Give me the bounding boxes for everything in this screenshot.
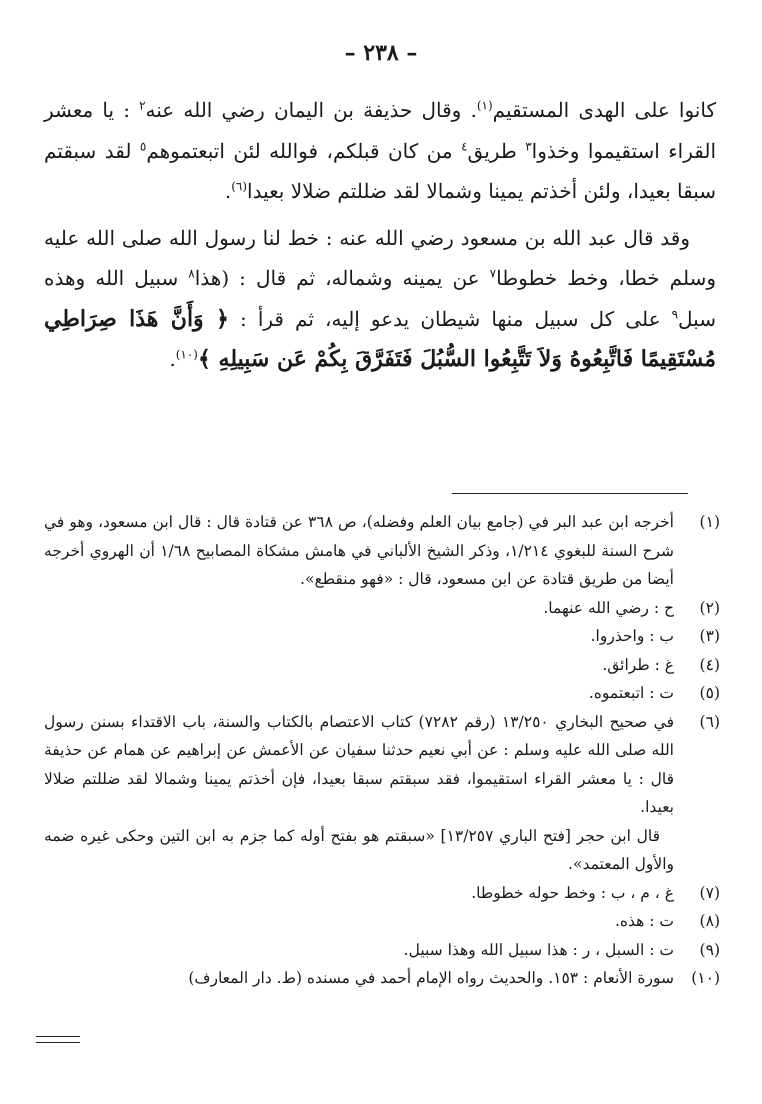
footnote-number: (٢) (699, 598, 720, 617)
footnote-text: غ : طرائق. (602, 655, 674, 674)
footnote-number: (٥) (699, 684, 720, 702)
footnote-ref-5: ٥ (139, 138, 147, 153)
quran-verse: ﴿ وَأَنَّ هَذَا صِرَاطِي مُسْتَقِيمًا فَاتَّبِعُوهُ وَلاَ تَتَّبِعُوا السُّبُلَ فَتَفَرَّقَ بِكُمْ عَن سَبِيلِهِ ﴾ (44, 305, 716, 372)
page-number: – ٢٣٨ – (344, 40, 418, 66)
footnote-number: (١) (699, 513, 720, 531)
footnote-ref-8: ٨ (188, 266, 195, 281)
footnote-1 (44, 508, 720, 594)
footnote-number: (٤) (699, 655, 720, 674)
footnote-8 (44, 907, 720, 936)
footnote-number: (٦) (699, 712, 720, 731)
footnote-5 (44, 679, 720, 708)
footnote-ref-2: ٢ (139, 98, 146, 113)
footnote-text (44, 708, 674, 879)
continuation-mark (36, 1036, 80, 1043)
footnote-2 (44, 594, 720, 623)
text: . (224, 179, 232, 203)
footnotes (44, 508, 720, 993)
footnote-ref-9: ٩ (671, 306, 679, 321)
footnote-number: (٣) (699, 627, 720, 645)
text: لقد سبقتم سبقا بعيدا، ولئن أخذتم يمينا وشمالا لقد ضللتم ضلالا بعيدا (44, 138, 716, 203)
footnote-7 (44, 879, 720, 908)
text: سبيل الله وهذه سبل (44, 266, 716, 331)
footnote-ref-1: (١) (476, 98, 493, 113)
footnote-9 (44, 936, 720, 965)
text: وقد قال عبد الله بن مسعود رضي الله عنه : خط لنا رسول الله صلى الله عليه وسلم خطا، وخط خطوطا (44, 225, 716, 290)
footnote-ref-4: ٤ (461, 138, 468, 153)
footnote-text: سورة الأنعام : ١٥٣. والحديث رواه الإمام أحمد في مسنده (ط. دار المعارف) (188, 969, 674, 987)
footnote-text: ت : السبل ، ر : هذا سبيل الله وهذا سبيل. (403, 940, 674, 959)
footnote-separator (452, 493, 688, 494)
footnote-6 (44, 708, 720, 879)
footnote-ref-6: (٦) (231, 179, 248, 194)
paragraph-2 (44, 218, 716, 380)
paragraph-1 (44, 90, 716, 212)
footnote-ref-10: (١٠) (175, 347, 198, 362)
footnote-number: (١٠) (691, 969, 720, 987)
text: على كل سبيل منها شيطان يدعو إليه، ثم قرأ : (228, 306, 672, 331)
text: من كان قبلكم، فوالله لئن اتبعتموهم (146, 138, 462, 163)
main-text (44, 90, 716, 380)
footnote-3 (44, 622, 720, 651)
footnote-text: ح : رضي الله عنهما. (543, 598, 674, 617)
text: كانوا على الهدى المستقيم (492, 98, 716, 122)
footnote-10 (44, 964, 720, 993)
footnote-number: (٩) (699, 940, 720, 959)
footnote-ref-7: ٧ (489, 266, 497, 281)
footnote-number: (٨) (699, 912, 720, 930)
text: : يا معشر القراء استقيموا وخذوا (44, 98, 716, 163)
footnote-text: غ ، م ، ب : وخط حوله خطوطا. (471, 883, 674, 902)
text: . (169, 347, 176, 371)
text: . وقال حذيفة بن اليمان رضي الله عنه (145, 98, 477, 122)
footnote-text: ت : اتبعتموه. (588, 684, 674, 702)
footnote-text-main: في صحيح البخاري ١٣/٢٥٠ (رقم ٧٢٨٢) كتاب الاعتصام بالكتاب والسنة، باب الاقتداء بسنن رسول الله صلى الله عليه وسلم : عن أبي نعيم حدثنا سفيان عن الأعمش عن إبراهيم عن همام عن حذيفة قال : يا معشر القراء استقيموا، فقد سبقتم سبقا بعيدا، فإن أخذتم يمينا وشمالا لقد ضللتم ضلالا بعيدا. (44, 712, 674, 816)
footnote-number: (٧) (699, 883, 720, 902)
footnote-text: ب : واحذروا. (590, 627, 674, 645)
footnote-text: أخرجه ابن عبد البر في (جامع بيان العلم وفضله)، ص ٣٦٨ عن قتادة قال : قال ابن مسعود، وهو في شرح السنة للبغوي ١/٢١٤، وذكر الشيخ الألباني في هامش مشكاة المصابيح ١/٦٨ أن الهروي أخرجه أيضا من طريق قتادة عن ابن مسعود، قال : «فهو منقطع». (44, 513, 674, 588)
footnote-text-extra: قال ابن حجر [فتح الباري ١٣/٢٥٧] «سبقتم هو بفتح أوله كما جزم به ابن التين وحكى غيره ضمه والأول المعتمد». (44, 826, 674, 873)
footnote-text: ت : هذه. (614, 912, 674, 930)
text: طريق (467, 138, 526, 163)
footnote-ref-3: ٣ (525, 138, 532, 153)
text: عن يمينه وشماله، ثم قال : (هذا (194, 266, 490, 290)
footnote-4 (44, 651, 720, 680)
